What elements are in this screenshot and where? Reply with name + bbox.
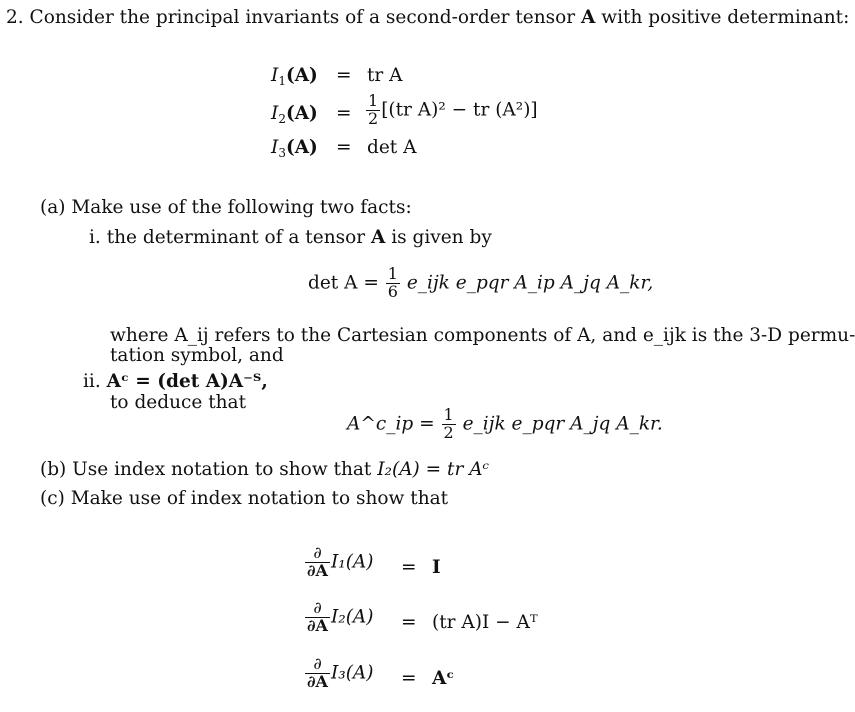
- derivative-row-1: $\frac{\partial}{\partial A}$ I₁(A): [307, 543, 374, 580]
- part-c-heading: [40, 490, 448, 509]
- invariant-row-1-lhs: $I_1(A)$: [271, 65, 318, 88]
- fact-ii: [83, 373, 268, 392]
- derivative-row-2: $\frac{\partial}{\partial A}$ I₂(A): [307, 598, 374, 635]
- invariant-row-1-eq: =: [336, 65, 352, 86]
- part-b: [40, 461, 489, 480]
- derivative-row-3-eq: =: [401, 668, 417, 689]
- part-b-text: Use index notation to show that: [72, 459, 372, 480]
- invariant-row-2-eq: =: [336, 103, 352, 124]
- where-line-1: where A_ij refers to the Cartesian components of A, and e_ijk is the 3-D permu-: [110, 325, 855, 346]
- derivative-row-1-eq: =: [401, 557, 417, 578]
- problem-statement: [6, 9, 849, 28]
- part-c-text: Make use of index notation to show that: [70, 488, 449, 509]
- invariant-row-3-lhs: $I_3(A)$: [271, 137, 318, 160]
- sixth-fraction: $\frac{1}{6}$: [387, 264, 398, 301]
- invariant-row-2-rhs: $\frac{1}{2}$ [(tr A)² − tr (A²)]: [368, 91, 538, 128]
- problem-intro: Consider the principal invariants of a second-order tensor: [29, 7, 576, 28]
- fact-i-tail: is given by: [391, 227, 492, 248]
- half-fraction: $\frac{1}{2}$: [368, 91, 379, 128]
- part-a-label: (a): [40, 197, 66, 218]
- invariant-row-2-lhs: $I_2(A)$: [271, 103, 318, 126]
- tensor-symbol: A: [581, 7, 596, 28]
- derivative-row-2-rhs: (tr A)I − Aᵀ: [432, 612, 538, 633]
- det-formula: det A = $\frac{1}{6}$ e_ijk e_pqr A_ip A_jq A_kr,: [308, 264, 654, 301]
- fact-ii-label: ii.: [83, 371, 101, 392]
- part-b-label: (b): [40, 459, 67, 480]
- fact-i-text: the determinant of a tensor: [106, 227, 366, 248]
- invariant-row-3-eq: =: [336, 137, 352, 158]
- invariant-row-3-rhs: det A: [367, 137, 417, 158]
- derivative-row-3-rhs: Aᶜ: [432, 668, 455, 689]
- where-line-2: tation symbol, and: [110, 345, 284, 366]
- deduce-text: to deduce that: [110, 392, 247, 413]
- derivative-row-1-rhs: I: [432, 557, 441, 578]
- fact-i-label: i.: [89, 227, 101, 248]
- derivative-row-2-eq: =: [401, 612, 417, 633]
- part-b-expr: I₂(A) = tr Aᶜ: [377, 459, 490, 480]
- problem-intro-tail: with positive determinant:: [601, 7, 850, 28]
- invariant-row-1-rhs: tr A: [367, 65, 403, 86]
- cofactor-formula: A^c_ip = $\frac{1}{2}$ e_ijk e_pqr A_jq A_kr.: [347, 405, 663, 442]
- cofactor-half: $\frac{1}{2}$: [443, 405, 454, 442]
- part-a-text: Make use of the following two facts:: [71, 197, 412, 218]
- part-a-heading: [40, 199, 412, 218]
- derivative-row-3: $\frac{\partial}{\partial A}$ I₃(A): [307, 654, 374, 691]
- problem-number: 2.: [6, 7, 24, 28]
- fact-ii-text: Aᶜ = (det A)A⁻ᵀ,: [106, 371, 268, 392]
- fact-i: i. the determinant of a tensor A is given by: [89, 227, 492, 248]
- part-c-label: (c): [40, 488, 65, 509]
